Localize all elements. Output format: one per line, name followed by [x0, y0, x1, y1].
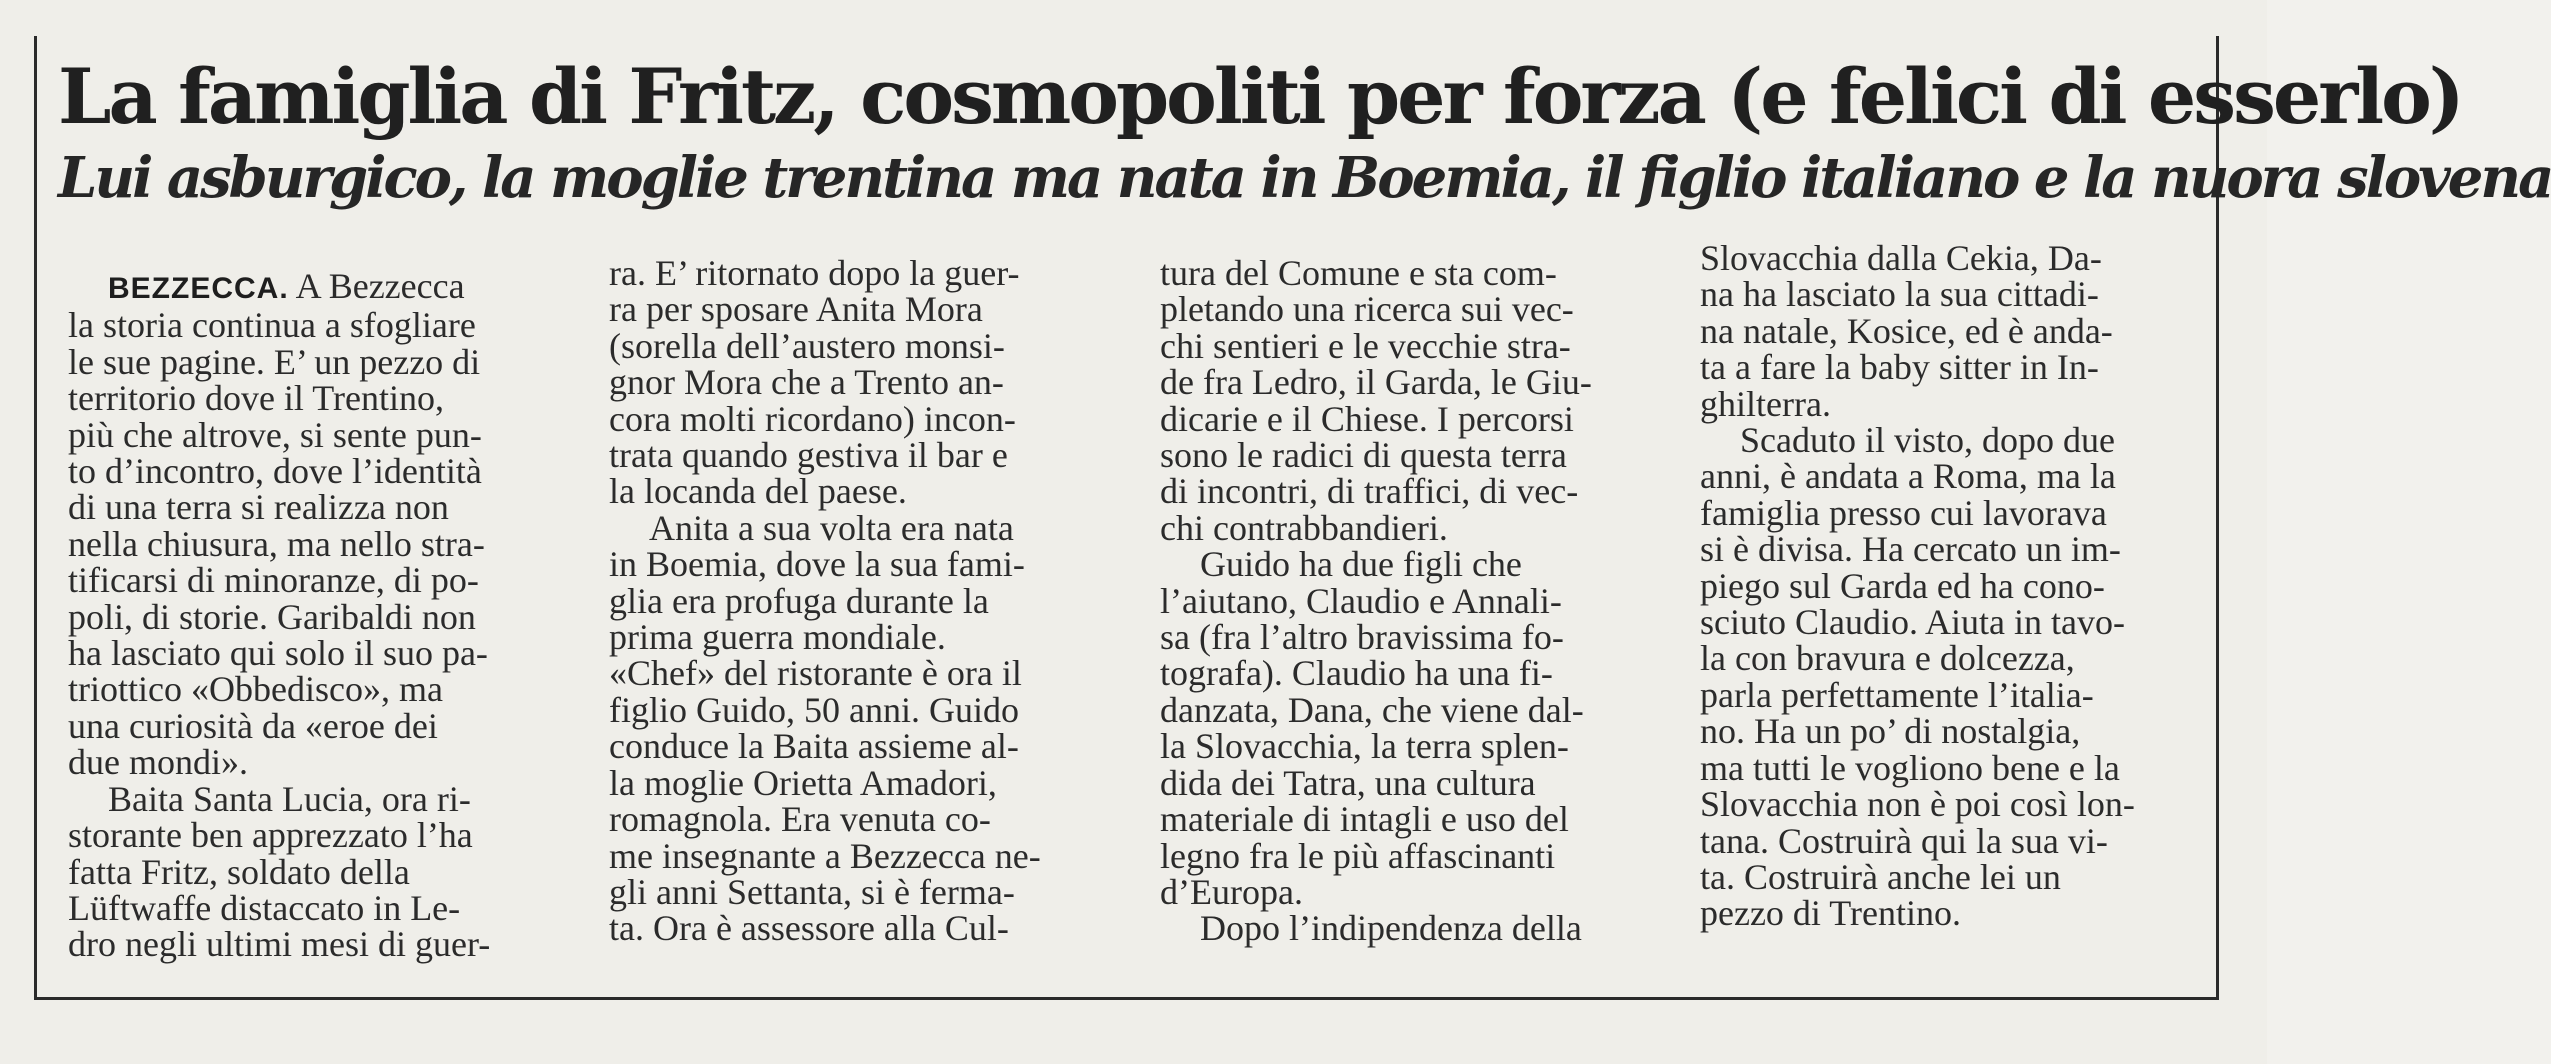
text-line: storante ben apprezzato l’ha [68, 815, 473, 856]
text-line: Baita Santa Lucia, ora ri- [108, 778, 471, 819]
text-line: sa (fra l’altro bravissima fo- [1160, 617, 1564, 658]
text-line: in Boemia, dove la sua fami- [609, 544, 1025, 585]
article-paragraph [68, 778, 491, 965]
text-line: materiale di intagli e uso del [1160, 799, 1569, 840]
text-line: Scaduto il visto, dopo due [1740, 420, 2115, 461]
subheadline: Lui asburgico, la moglie trentina ma nata in Boemia, il figlio italiano e la nuora slovena [58, 145, 2551, 211]
text-line: si è divisa. Ha cercato un im- [1700, 529, 2121, 570]
text-line: chi contrabbandieri. [1160, 507, 1448, 548]
text-line: una curiosità da «eroe dei [68, 705, 438, 746]
text-line: pezzo di Trentino. [1700, 893, 1961, 934]
article-column-4 [1700, 240, 2135, 932]
text-line: la storia continua a sfogliare [68, 305, 476, 346]
article-paragraph [68, 268, 490, 781]
text-line: ta. Ora è assessore alla Cul- [609, 908, 1009, 949]
text-line: d’Europa. [1160, 871, 1303, 912]
text-line: nella chiusura, ma nello stra- [68, 523, 485, 564]
text-line: cora molti ricordano) incon- [609, 398, 1016, 439]
text-line: la con bravura e dolcezza, [1700, 638, 2075, 679]
text-line: gnor Mora che a Trento an- [609, 362, 1004, 403]
text-line: ha lasciato qui solo il suo pa- [68, 633, 488, 674]
text-line: famiglia presso cui lavorava [1700, 492, 2107, 533]
article-paragraph [1160, 255, 1592, 546]
text-line: (sorella dell’austero monsi- [609, 325, 1005, 366]
text-line: glia era profuga durante la [609, 580, 989, 621]
text-line: la locanda del paese. [609, 471, 907, 512]
text-line: triottico «Obbedisco», ma [68, 669, 443, 710]
text-line: di una terra si realizza non [68, 487, 449, 528]
article-paragraph [609, 255, 1041, 510]
text-line: Slovacchia dalla Cekia, Da- [1700, 238, 2102, 278]
text-line: ta. Costruirà anche lei un [1700, 856, 2061, 897]
text-line: romagnola. Era venuta co- [609, 799, 991, 840]
text-line: danzata, Dana, che viene dal- [1160, 689, 1584, 730]
text-line: sono le radici di questa terra [1160, 435, 1567, 476]
text-line: dro negli ultimi mesi di guer- [68, 924, 491, 965]
text-line: ra per sposare Anita Mora [609, 289, 983, 330]
text-line: ta a fare la baby sitter in In- [1700, 347, 2099, 388]
text-line: conduce la Baita assieme al- [609, 726, 1019, 767]
text-line: ra. E’ ritornato dopo la guer- [609, 253, 1020, 293]
text-line: piego sul Garda ed ha cono- [1700, 565, 2105, 606]
text-line: più che altrove, si sente pun- [68, 414, 482, 455]
text-line: ghilterra. [1700, 383, 1831, 424]
text-line: prima guerra mondiale. [609, 617, 946, 658]
text-line: gli anni Settanta, si è ferma- [609, 871, 1015, 912]
text-line: fatta Fritz, soldato della [68, 851, 410, 892]
text-line: dida dei Tatra, una cultura [1160, 762, 1536, 803]
text-line: Dopo l’indipendenza della [1200, 908, 1582, 949]
dateline: BEZZECCA. [108, 272, 289, 305]
text-line: legno fra le più affascinanti [1160, 835, 1556, 876]
text-line: di incontri, di traffici, di vec- [1160, 471, 1579, 512]
headline: La famiglia di Fritz, cosmopoliti per forza (e felici di esserlo) [58, 52, 2462, 141]
article-column-2 [609, 255, 1041, 947]
text-line-rest: A Bezzecca [288, 266, 465, 306]
text-line: due mondi». [68, 742, 248, 783]
text-line: de fra Ledro, il Garda, le Giu- [1160, 362, 1592, 403]
text-line: poli, di storie. Garibaldi non [68, 596, 476, 637]
text-line: trata quando gestiva il bar e [609, 435, 1008, 476]
article-paragraph [1160, 546, 1592, 910]
text-line: sciuto Claudio. Aiuta in tavo- [1700, 602, 2125, 643]
article-column-1 [68, 268, 490, 963]
text-line: ma tutti le vogliono bene e la [1700, 747, 2120, 788]
text-line: to d’incontro, dove l’identità [68, 451, 482, 492]
text-line: no. Ha un po’ di nostalgia, [1700, 711, 2081, 752]
text-line: dicarie e il Chiese. I percorsi [1160, 398, 1574, 439]
text-line: tografa). Claudio ha una fi- [1160, 653, 1553, 694]
article-paragraph [1700, 240, 2135, 422]
text-line: le sue pagine. E’ un pezzo di [68, 341, 481, 382]
text-line: chi sentieri e le vecchie stra- [1160, 325, 1571, 366]
text-line: Slovacchia non è poi così lon- [1700, 784, 2135, 825]
text-line: figlio Guido, 50 anni. Guido [609, 689, 1019, 730]
text-line: na ha lasciato la sua cittadi- [1700, 274, 2099, 315]
text-line [68, 268, 490, 307]
text-line: tana. Costruirà qui la sua vi- [1700, 820, 2108, 861]
article-paragraph [1700, 422, 2135, 932]
article-paragraph [1160, 908, 1592, 949]
text-line: me insegnante a Bezzecca ne- [609, 835, 1041, 876]
text-line: l’aiutano, Claudio e Annali- [1160, 580, 1562, 621]
text-line: «Chef» del ristorante è ora il [609, 653, 1022, 694]
text-line: pletando una ricerca sui vec- [1160, 289, 1574, 330]
text-line: tificarsi di minoranze, di po- [68, 560, 479, 601]
article-column-3 [1160, 255, 1592, 947]
text-line: la Slovacchia, la terra splen- [1160, 726, 1569, 767]
text-line: territorio dove il Trentino, [68, 378, 444, 419]
text-line: Lüftwaffe distaccato in Le- [68, 887, 461, 928]
article-paragraph [609, 507, 1041, 949]
text-line: parla perfettamente l’italia- [1700, 674, 2094, 715]
text-line: na natale, Kosice, ed è anda- [1700, 310, 2113, 351]
text-line: tura del Comune e sta com- [1160, 253, 1557, 293]
text-line: Guido ha due figli che [1200, 544, 1522, 585]
text-line: la moglie Orietta Amadori, [609, 762, 997, 803]
text-line: Anita a sua volta era nata [649, 507, 1014, 548]
text-line: anni, è andata a Roma, ma la [1700, 456, 2116, 497]
